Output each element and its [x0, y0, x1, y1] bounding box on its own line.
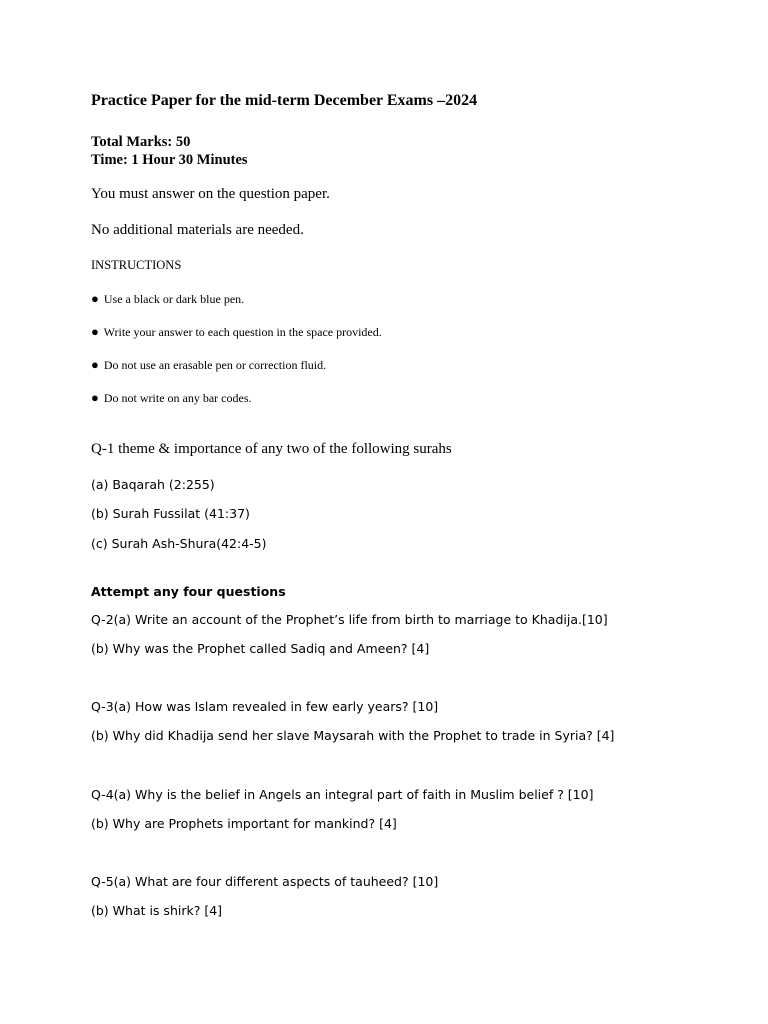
question-1-option: (b) Surah Fussilat (41:37) [91, 506, 250, 521]
paper-title: Practice Paper for the mid-term December Exams –2024 [91, 92, 478, 109]
instruction-item [91, 390, 252, 406]
bullet-icon: ● [91, 324, 99, 339]
total-marks: Total Marks: 50 [91, 134, 191, 150]
question-1-option: (c) Surah Ash-Shura(42:4-5) [91, 536, 267, 551]
bullet-icon: ● [91, 357, 99, 372]
instructions-heading: INSTRUCTIONS [91, 258, 182, 272]
instruction-text: Use a black or dark blue pen. [103, 292, 245, 306]
instruction-item [91, 357, 326, 373]
question-5b: (b) What is shirk? [4] [91, 903, 223, 918]
bullet-icon: ● [91, 291, 99, 306]
question-5a: Q-5(a) What are four different aspects of tauheed? [10] [91, 874, 439, 889]
question-1-prompt: Q-1 theme & importance of any two of the following surahs [91, 441, 452, 457]
question-4a: Q-4(a) Why is the belief in Angels an integral part of faith in Muslim belief ? [10] [91, 787, 594, 802]
bullet-icon: ● [91, 390, 99, 405]
instruction-item [91, 291, 244, 307]
question-1-option: (a) Baqarah (2:255) [91, 477, 215, 492]
answer-note: You must answer on the question paper. [91, 186, 330, 202]
question-3b: (b) Why did Khadija send her slave Maysarah with the Prophet to trade in Syria? [4] [91, 728, 615, 743]
materials-note: No additional materials are needed. [91, 222, 304, 238]
instruction-item [91, 324, 382, 340]
section-heading: Attempt any four questions [91, 584, 286, 599]
time-allowed: Time: 1 Hour 30 Minutes [91, 152, 248, 168]
question-2a: Q-2(a) Write an account of the Prophet’s life from birth to marriage to Khadija.[10] [91, 612, 608, 627]
question-4b: (b) Why are Prophets important for mankind? [4] [91, 816, 397, 831]
exam-info [91, 133, 248, 169]
instruction-text: Do not use an erasable pen or correction fluid. [103, 358, 327, 372]
instruction-text: Do not write on any bar codes. [103, 391, 252, 405]
question-3a: Q-3(a) How was Islam revealed in few early years? [10] [91, 699, 439, 714]
question-2b: (b) Why was the Prophet called Sadiq and Ameen? [4] [91, 641, 430, 656]
instruction-text: Write your answer to each question in the space provided. [103, 325, 382, 339]
